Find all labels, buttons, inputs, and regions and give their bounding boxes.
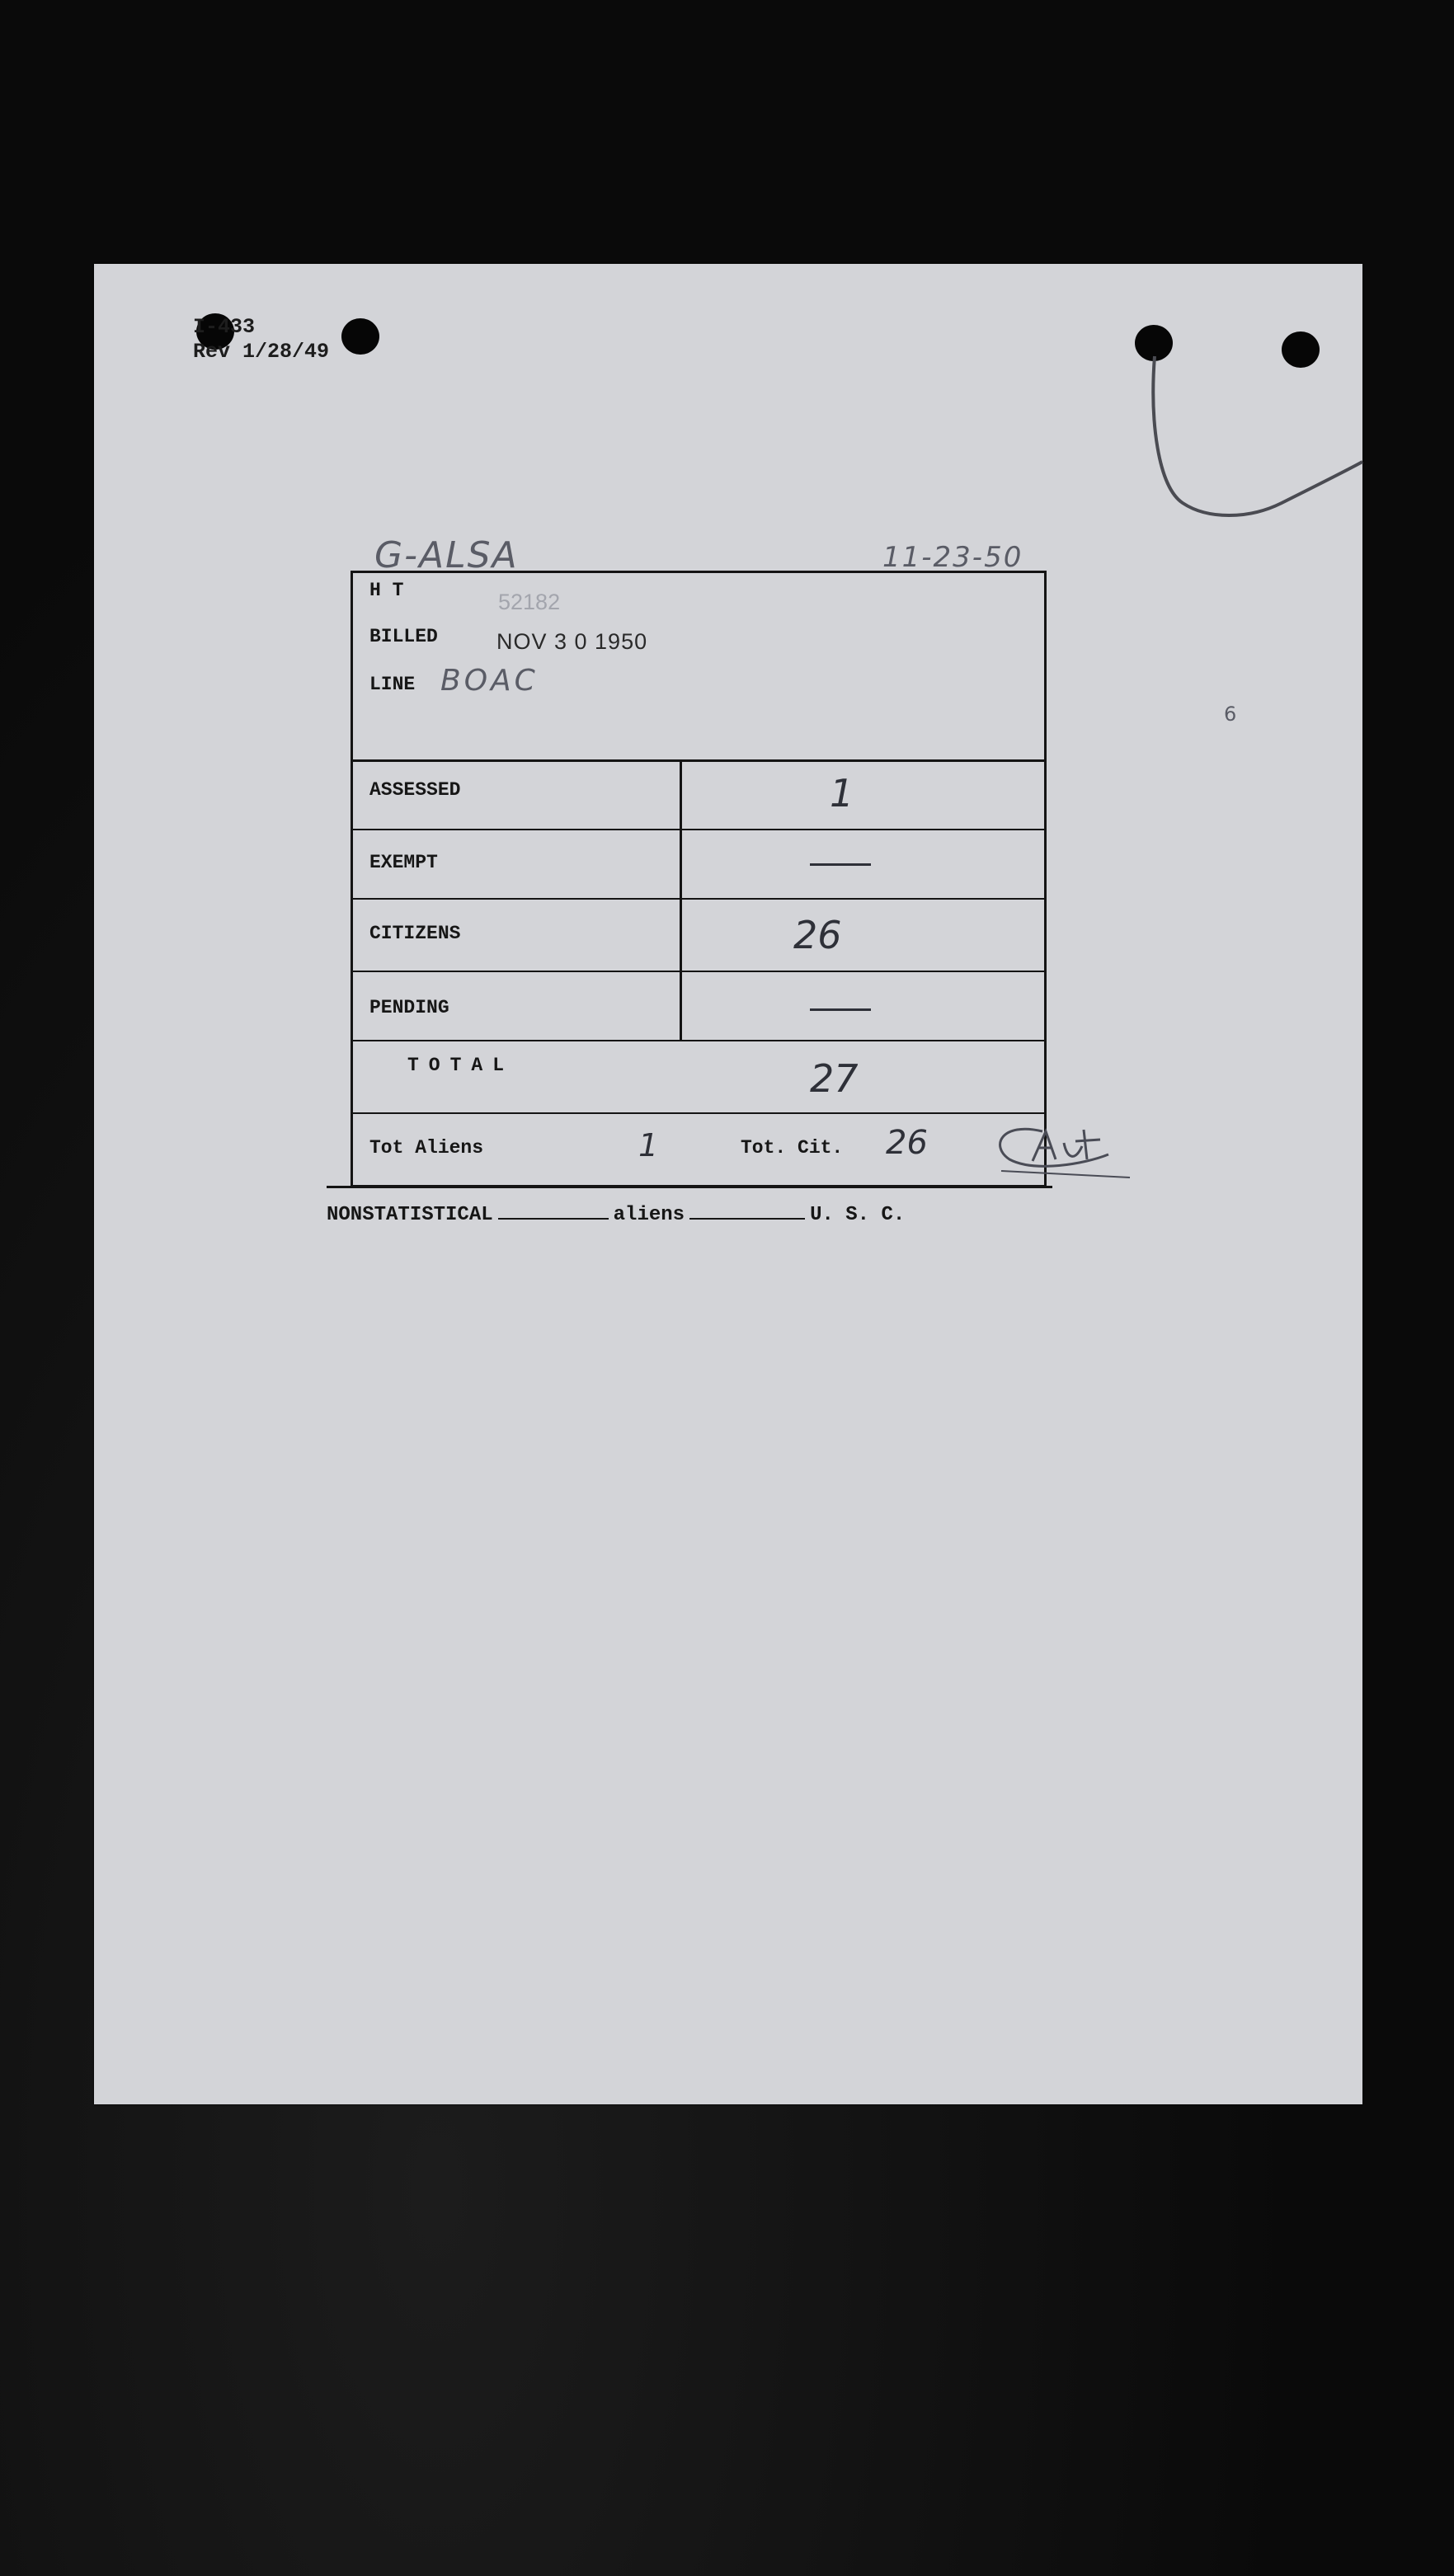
pending-label: PENDING [369, 997, 449, 1018]
billed-label: BILLED [369, 626, 438, 647]
total-value: 27 [810, 1056, 859, 1101]
punch-hole [341, 318, 379, 355]
row-citizens [353, 900, 1044, 972]
form-header-section [353, 573, 1044, 762]
billed-date-stamp: NOV 3 0 1950 [496, 629, 648, 654]
document-page [94, 264, 1362, 2104]
revision-date: Rev 1/28/49 [193, 340, 330, 364]
nonstatistical-line [327, 1204, 905, 1226]
row-total [353, 1041, 1044, 1114]
tot-aliens-label: Tot Aliens [369, 1137, 484, 1159]
citizens-label: CITIZENS [369, 923, 461, 944]
tot-cit-label: Tot. Cit. [741, 1137, 844, 1159]
row-totals-summary [353, 1114, 1044, 1185]
airline-name: BOAC [440, 664, 539, 698]
nonstatistical-blank [498, 1218, 609, 1220]
margin-mark: 6 [1224, 703, 1239, 726]
ht-label: H T [369, 580, 404, 601]
total-label: TOTAL [407, 1055, 515, 1076]
usc-label: U. S. C. [810, 1204, 906, 1226]
form-code [193, 315, 329, 364]
citizens-value: 26 [793, 913, 842, 957]
nonstatistical-label: NONSTATISTICAL [327, 1204, 493, 1226]
inspector-initials [985, 1113, 1133, 1179]
form-bottom-rule [327, 1186, 1052, 1188]
string-tie [1150, 355, 1364, 544]
exempt-label: EXEMPT [369, 852, 438, 873]
row-assessed [353, 759, 1044, 830]
line-label: LINE [369, 674, 416, 695]
tot-aliens-value: 1 [638, 1127, 659, 1163]
form-number: I-433 [193, 315, 256, 339]
serial-number: 52182 [498, 590, 561, 614]
aliens-label: aliens [613, 1204, 685, 1226]
tot-cit-value: 26 [886, 1124, 928, 1162]
flight-date: 11-23-50 [882, 541, 1023, 574]
assessed-value: 1 [830, 771, 854, 816]
row-exempt [353, 830, 1044, 900]
aliens-blank [689, 1218, 805, 1220]
pending-dash [810, 1008, 871, 1011]
assessed-label: ASSESSED [369, 779, 461, 801]
aircraft-registration: G-ALSA [374, 534, 519, 576]
manifest-form [351, 571, 1047, 1187]
exempt-dash [810, 863, 871, 866]
row-pending [353, 972, 1044, 1041]
